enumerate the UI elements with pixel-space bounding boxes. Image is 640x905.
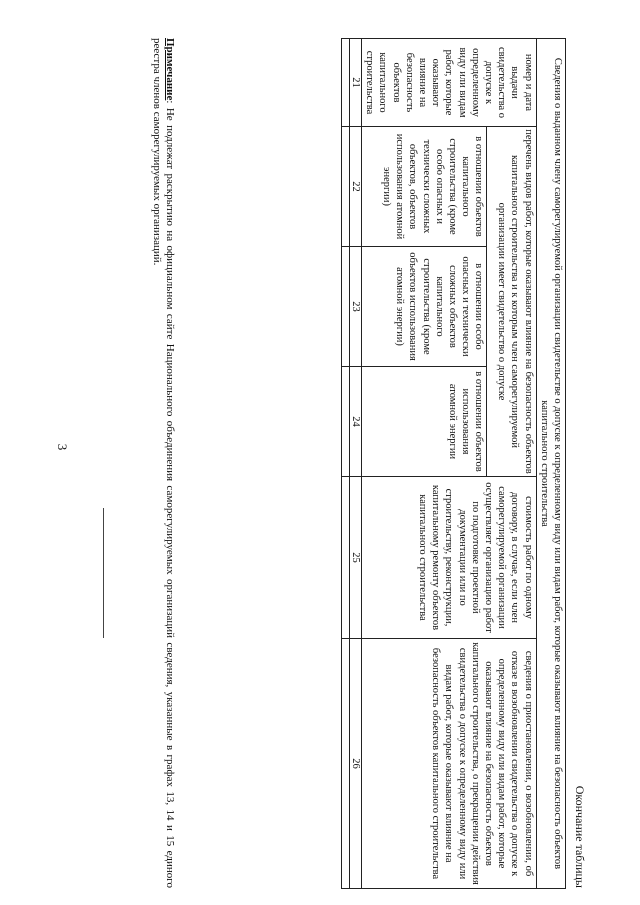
rotated-page-content <box>32 38 592 888</box>
empty-cell <box>341 127 349 247</box>
col-21-header: номер и дата выдачи свидетельства о допуске к определенному виду или видам работ, которые оказывают влияние на безопасность объектов капитального строительства <box>361 39 536 127</box>
column-number: 23 <box>349 247 361 367</box>
empty-cell <box>341 39 349 127</box>
col-22-header: в отношении объектов капитального строительства (кроме особо опасных и технически сложных объектов, объектов использования атомной энергии) <box>361 127 486 247</box>
table-caption: Окончание таблицы <box>573 785 587 888</box>
col-25-header: стоимость работ по одному договору, в случае, если член саморегулируемой организации осуществляет организацию работ по подготовке проектной документации или по строительству, реконструкции, капитальному ремонту объектов капитального строительства <box>361 477 536 639</box>
col-23-header: в отношении особо опасных и технически сложных объектов капитального строительства (кроме объектов использования атомной энергии) <box>361 247 486 367</box>
empty-cell <box>341 639 349 889</box>
page-number: 3 <box>55 443 70 451</box>
footnote-label: Примечание <box>164 38 176 101</box>
footer-divider <box>103 508 104 638</box>
column-number: 21 <box>349 39 361 127</box>
col-26-header: сведения о приостановлении, о возобновлении, об отказе в возобновлении свидетельства о допуске к определенному виду или видам работ, которые оказывают влияние на безопасность объектов капитального строительства, о прекращении действия свидетельства о допуске к определенному виду или видам работ, которые оказывают влияние на безопасность объектов капитального строительства <box>361 639 536 889</box>
empty-cell <box>341 247 349 367</box>
table-header-title: Сведения о выданном члену саморегулируемой организации свидетельстве о допуске к определенному виду или видам работ, которые оказывают влияние на безопасность объектов капитального строительства <box>536 39 565 889</box>
empty-cell <box>341 367 349 477</box>
column-number: 24 <box>349 367 361 477</box>
col-24-header: в отношении объектов использования атомной энергии <box>361 367 486 477</box>
footnote-text: : Не подлежат раскрытию на официальном сайте Национального объединения саморегулируемых организаций сведения, указанные в графах 13, 14 и 15 единого реестра членов саморегулируемых организаций. <box>151 38 176 888</box>
column-number: 26 <box>349 639 361 889</box>
footnote <box>150 38 176 888</box>
empty-cell <box>341 477 349 639</box>
column-number: 22 <box>349 127 361 247</box>
register-table <box>341 38 566 889</box>
column-number: 25 <box>349 477 361 639</box>
work-types-group-header: перечень видов работ, которые оказывают влияние на безопасность объектов капитального строительства и к которым член саморегулируемой организации имеет свидетельство о допуске <box>487 127 536 477</box>
empty-data-row <box>341 39 349 889</box>
